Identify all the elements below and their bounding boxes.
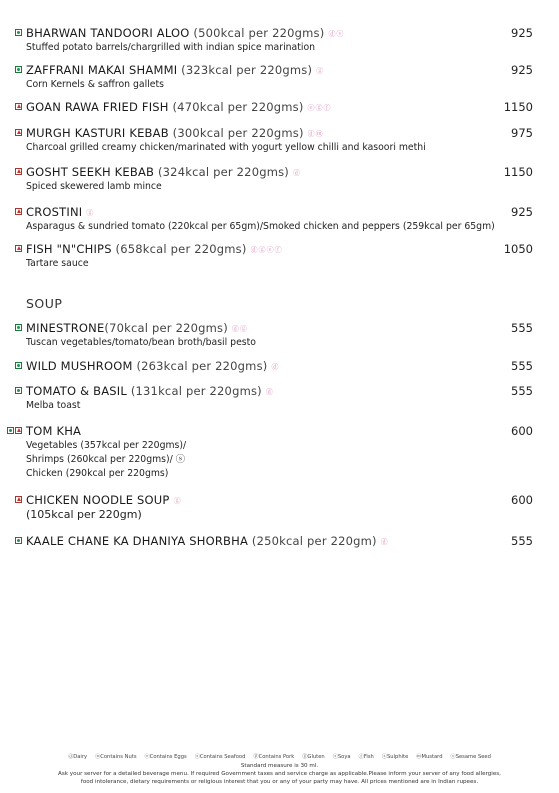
legend-entry: ⓕFish <box>358 754 374 760</box>
item-price: 1150 <box>503 100 533 114</box>
veg-mark-icon <box>15 362 22 369</box>
allergen-legend <box>0 753 559 760</box>
allergen-icons: ⓖ <box>316 67 325 75</box>
item-name <box>26 534 389 548</box>
legend-entry: ⓜMustard <box>416 754 443 760</box>
nonveg-mark-icon <box>15 496 22 503</box>
item-name <box>26 493 182 507</box>
item-description: Stuffed potato barrels/chargrilled with indian spice marination <box>26 42 316 53</box>
item-price: 555 <box>511 321 533 335</box>
item-title: CHICKEN NOODLE SOUP <box>26 493 170 507</box>
legend-entry: ⓢSesame Seed <box>450 754 491 760</box>
item-name <box>26 165 301 179</box>
allergen-icons: ⓓⓢ <box>328 30 345 38</box>
item-name <box>26 205 94 219</box>
legend-entry: ⓢSoya <box>332 754 351 760</box>
item-name <box>26 63 324 77</box>
item-name <box>26 242 283 256</box>
item-kcal: (658kcal per 220gms) <box>111 242 247 256</box>
item-name <box>26 384 274 398</box>
item-description: Corn Kernels & saffron gallets <box>26 79 164 90</box>
veg-mark-icon <box>15 537 22 544</box>
item-description: Tuscan vegetables/tomato/bean broth/basil pesto <box>26 337 256 348</box>
item-description: Tartare sauce <box>26 258 89 269</box>
item-title: ZAFFRANI MAKAI SHAMMI <box>26 63 178 77</box>
allergen-icons: ⓖ <box>173 497 182 505</box>
section-title-soup: SOUP <box>26 296 63 311</box>
item-name <box>26 100 332 114</box>
nonveg-mark-icon <box>15 208 22 215</box>
allergen-icons: ⓓ <box>265 388 274 396</box>
nonveg-mark-icon <box>15 103 22 110</box>
veg-mark-icon <box>7 427 14 434</box>
item-title: MURGH KASTURI KEBAB <box>26 126 169 140</box>
item-description: Melba toast <box>26 400 81 411</box>
allergen-icons: ⓓⓖⓔⓕ <box>250 246 283 254</box>
item-price: 555 <box>511 384 533 398</box>
item-kcal: (500kcal per 220gms) <box>189 26 325 40</box>
item-kcal: (131kcal per 220gms) <box>126 384 262 398</box>
allergen-icons: ⓓ <box>293 169 301 177</box>
legend-entry: ⓝContains Nuts <box>95 754 137 760</box>
item-price: 975 <box>511 126 533 140</box>
legend-entry: ⓢSulphite <box>381 754 409 760</box>
item-name <box>26 321 248 335</box>
legend-entry: ⓔContains Eggs <box>144 754 187 760</box>
item-description: Asparagus & sundried tomato (220kcal per 65gm)/Smoked chicken and peppers (259kcal per 65gm) <box>26 221 495 232</box>
footer-line: Ask your server for a detailed beverage menu. If required Government taxes and service charge as applicable.Please inform your server of any food allergies, <box>58 771 501 777</box>
legend-entry: ⓖGluten <box>302 754 325 760</box>
item-price: 925 <box>511 63 533 77</box>
allergen-icons: ⓓ <box>271 363 280 371</box>
nonveg-mark-icon <box>15 427 22 434</box>
item-kcal: (70kcal per 220gms) <box>104 321 228 335</box>
item-price: 1150 <box>503 165 533 179</box>
item-title: KAALE CHANE KA DHANIYA SHORBHA <box>26 534 249 548</box>
item-description: Charcoal grilled creamy chicken/marinated with yogurt yellow chilli and kasoori methi <box>26 142 426 153</box>
item-title: FISH "N"CHIPS <box>26 242 112 256</box>
footer-line: Standard measure is 30 ml. <box>240 763 319 769</box>
item-name <box>26 424 81 438</box>
item-kcal: (250kcal per 220gm) <box>248 534 377 548</box>
item-price: 925 <box>511 205 533 219</box>
item-price: 555 <box>511 534 533 548</box>
nonveg-mark-icon <box>15 245 22 252</box>
item-title: MINESTRONE <box>26 321 105 335</box>
item-price: 925 <box>511 26 533 40</box>
item-kcal: (300kcal per 220gms) <box>168 126 304 140</box>
veg-mark-icon <box>15 324 22 331</box>
nonveg-mark-icon <box>15 129 22 136</box>
item-name <box>26 359 279 373</box>
footer-line: food intolerance, dietary requirements or religious interest that you or any of your party may have. All prices mentioned are in Indian rupees. <box>80 779 479 785</box>
item-kcal: (323kcal per 220gms) <box>177 63 313 77</box>
allergen-icons: ⓖ <box>86 209 95 217</box>
item-name <box>26 126 324 140</box>
item-title: CROSTINI <box>26 205 83 219</box>
allergen-icons: ⓓⓖ <box>231 325 248 333</box>
veg-mark-icon <box>15 29 22 36</box>
item-description: Shrimps (260kcal per 220gms)/ ⓢ <box>26 454 186 465</box>
item-title: TOMATO & BASIL <box>26 384 127 398</box>
allergen-icons: ⓓⓜ <box>307 130 324 138</box>
legend-entry: ⓟContains Pork <box>253 754 295 760</box>
item-description: (105kcal per 220gm) <box>26 508 142 521</box>
item-kcal: (470kcal per 220gms) <box>168 100 304 114</box>
allergen-icons: ⓔⓖⓕ <box>307 104 332 112</box>
item-kcal: (263kcal per 220gms) <box>132 359 268 373</box>
item-title: GOSHT SEEKH KEBAB <box>26 165 155 179</box>
veg-mark-icon <box>15 387 22 394</box>
item-description: Spiced skewered lamb mince <box>26 181 162 192</box>
item-price: 1050 <box>503 242 533 256</box>
item-title: TOM KHA <box>26 424 82 438</box>
legend-entry: ⓢContains Seafood <box>194 754 246 760</box>
item-title: WILD MUSHROOM <box>26 359 133 373</box>
item-name <box>26 26 344 40</box>
item-description: Chicken (290kcal per 220gms) <box>26 468 169 479</box>
item-title: BHARWAN TANDOORI ALOO <box>26 26 190 40</box>
item-price: 555 <box>511 359 533 373</box>
item-price: 600 <box>511 493 533 507</box>
legend-entry: ⓓDairy <box>68 754 88 760</box>
allergen-icons: ⓓ <box>380 538 389 546</box>
nonveg-mark-icon <box>15 168 22 175</box>
veg-mark-icon <box>15 66 22 73</box>
item-title: GOAN RAWA FRIED FISH <box>26 100 169 114</box>
item-price: 600 <box>511 424 533 438</box>
item-kcal: (324kcal per 220gms) <box>154 165 289 179</box>
item-description: Vegetables (357kcal per 220gms)/ <box>26 440 187 451</box>
